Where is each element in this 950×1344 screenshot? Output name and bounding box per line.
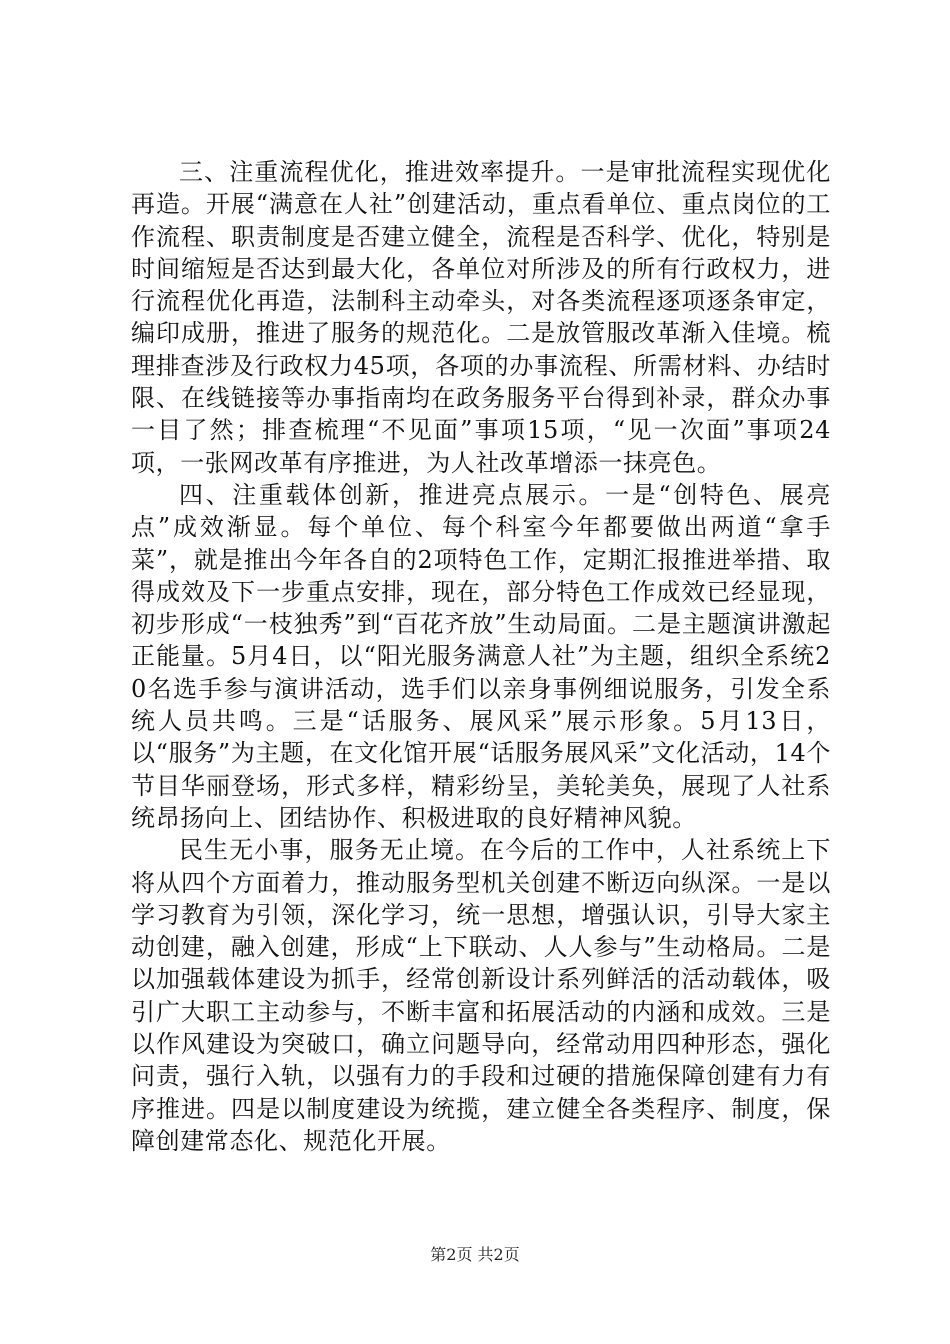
- paragraph-process-optimization: 三、注重流程优化，推进效率提升。一是审批流程实现优化再造。开展“满意在人社”创建活动，重点看单位、重点岗位的工作流程、职责制度是否建立健全，流程是否科学、优化，特别是时间缩短是否达到最大化，各单位对所涉及的所有行政权力，进行流程优化再造，法制科主动牵头，对各类流程逐项逐条审定，编印成册，推进了服务的规范化。二是放管服改革渐入佳境。梳理排查涉及行政权力45项，各项的办事流程、所需材料、办结时限、在线链接等办事指南均在政务服务平台得到补录，群众办事一目了然；排查梳理“不见面”事项15项，“见一次面”事项24项，一张网改革有序推进，为人社改革增添一抹亮色。: [131, 158, 831, 477]
- page-footer: 第2页 共2页: [430, 1245, 520, 1264]
- paragraph-carrier-innovation: 四、注重载体创新，推进亮点展示。一是“创特色、展亮点”成效渐显。每个单位、每个科室今年都要做出两道“拿手菜”，就是推出今年各自的2项特色工作，定期汇报推进举措、取得成效及下一步重点安排，现在，部分特色工作成效已经显现，初步形成“一枝独秀”到“百花齐放”生动局面。二是主题演讲激起正能量。5月4日，以“阳光服务满意人社”为主题，组织全系统20名选手参与演讲活动，选手们以亲身事例细说服务，引发全系统人员共鸣。三是“话服务、展风采”展示形象。5月13日，以“服务”为主题，在文化馆开展“话服务展风采”文化活动，14个节目华丽登场，形式多样，精彩纷呈，美轮美奂，展现了人社系统昂扬向上、团结协作、积极进取的良好精神风貌。: [131, 480, 831, 832]
- document-body: [131, 156, 831, 1157]
- paragraph-future-work: 民生无小事，服务无止境。在今后的工作中，人社系统上下将从四个方面着力，推动服务型机关创建不断迈向纵深。一是以学习教育为引领，深化学习，统一思想，增强认识，引导大家主动创建，融入创建，形成“上下联动、人人参与”生动格局。二是以加强载体建设为抓手，经常创新设计系列鲜活的活动载体，吸引广大职工主动参与，不断丰富和拓展活动的内涵和成效。三是以作风建设为突破口，确立问题导向，经常动用四种形态，强化问责，强行入轨，以强有力的手段和过硬的措施保障创建有力有序推进。四是以制度建设为统揽，建立健全各类程序、制度，保障创建常态化、规范化开展。: [131, 836, 831, 1155]
